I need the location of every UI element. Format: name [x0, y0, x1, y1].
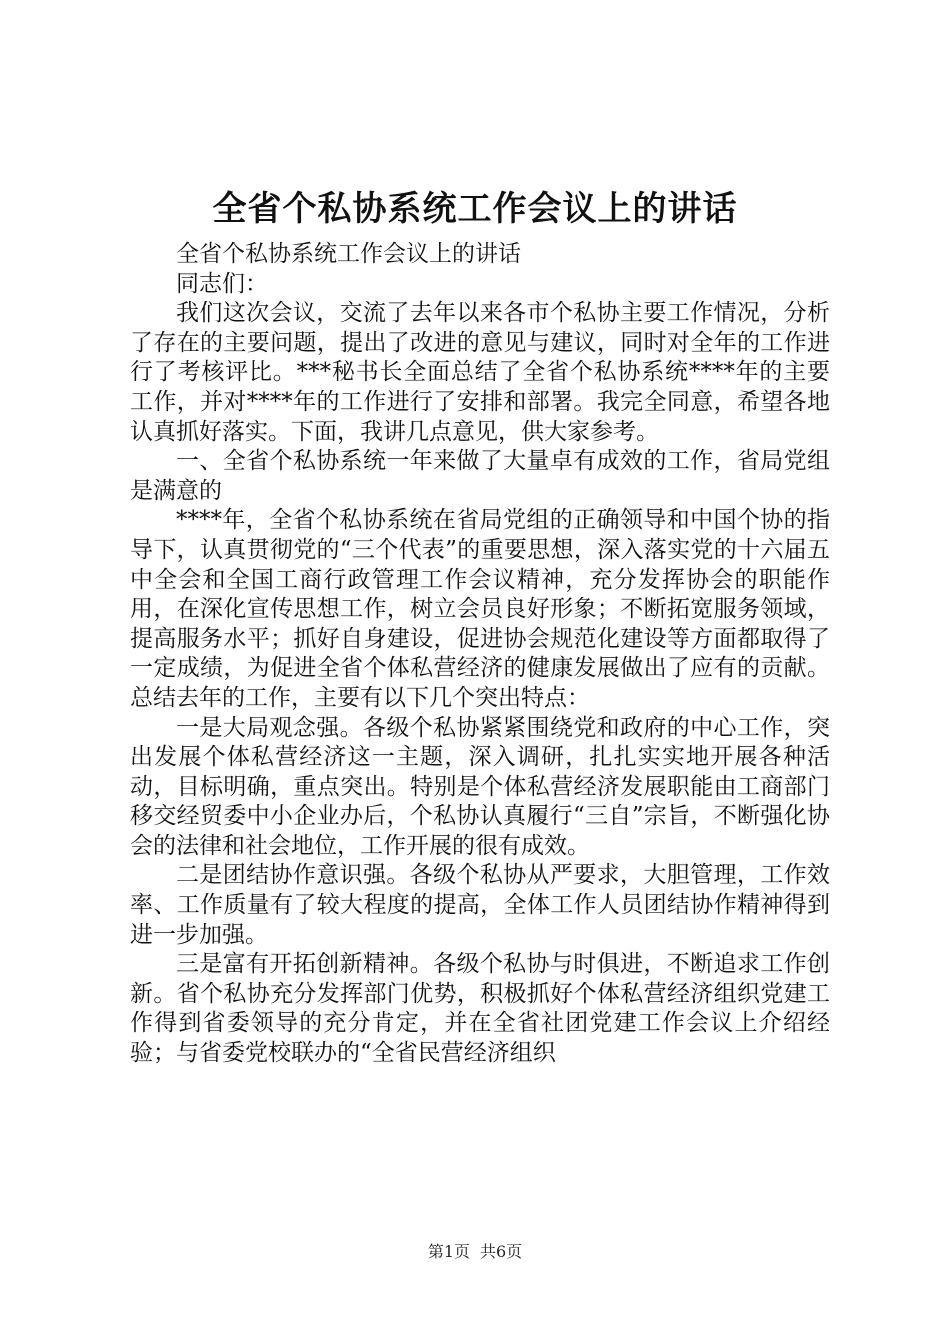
document-title: 全省个私协系统工作会议上的讲话 — [212, 189, 738, 229]
body-subtitle: 全省个私协系统工作会议上的讲话 — [176, 241, 521, 267]
paragraph-point-1: 一是大局观念强。各级个私协紧紧围绕党和政府的中心工作，突出发展个体私营经济这一主题，深入调研，扎扎实实地开展各种活动，目标明确，重点突出。特别是个体私营经济发展职能由工商部门移交经贸委中小企业办后，个私协认真履行“三自”宗旨，不断强化协会的法律和社会地位，工作开展的很有成效。 — [130, 714, 830, 859]
section-heading-1: 一、全省个私协系统一年来做了大量卓有成效的工作，省局党组是满意的 — [130, 448, 830, 504]
document-body — [130, 240, 830, 1069]
paragraph-point-3: 三是富有开拓创新精神。各级个私协与时俱进，不断追求工作创新。省个私协充分发挥部门优势，积极抓好个体私营经济组织党建工作得到省委领导的充分肯定，并在全省社团党建工作会议上介绍经验；与省委党校联办的“全省民营经济组织 — [130, 951, 830, 1067]
page-footer — [0, 1240, 950, 1264]
salutation: 同志们： — [176, 270, 268, 297]
paragraph-summary: ****年，全省个私协系统在省局党组的正确领导和中国个协的指导下，认真贯彻党的“三个代表”的重要思想，深入落实党的十六届五中全会和全国工商行政管理工作会议精神，充分发挥协会的职能作用，在深化宣传思想工作，树立会员良好形象；不断拓宽服务领域，提高服务水平；抓好自身建设，促进协会规范化建设等方面都取得了一定成绩，为促进全省个体私营经济的健康发展做出了应有的贡献。总结去年的工作，主要有以下几个突出特点： — [130, 507, 830, 711]
page-total: 共6页 — [480, 1242, 523, 1261]
paragraph-intro: 我们这次会议，交流了去年以来各市个私协主要工作情况，分析了存在的主要问题，提出了改进的意见与建议，同时对全年的工作进行了考核评比。***秘书长全面总结了全省个私协系统****年的主要工作，并对****年的工作进行了安排和部署。我完全同意，希望各地认真抓好落实。下面，我讲几点意见，供大家参考。 — [130, 300, 830, 445]
paragraph-point-2: 二是团结协作意识强。各级个私协从严要求，大胆管理，工作效率、工作质量有了较大程度的提高，全体工作人员团结协作精神得到进一步加强。 — [130, 862, 830, 948]
page-number: 第1页 — [427, 1242, 470, 1261]
